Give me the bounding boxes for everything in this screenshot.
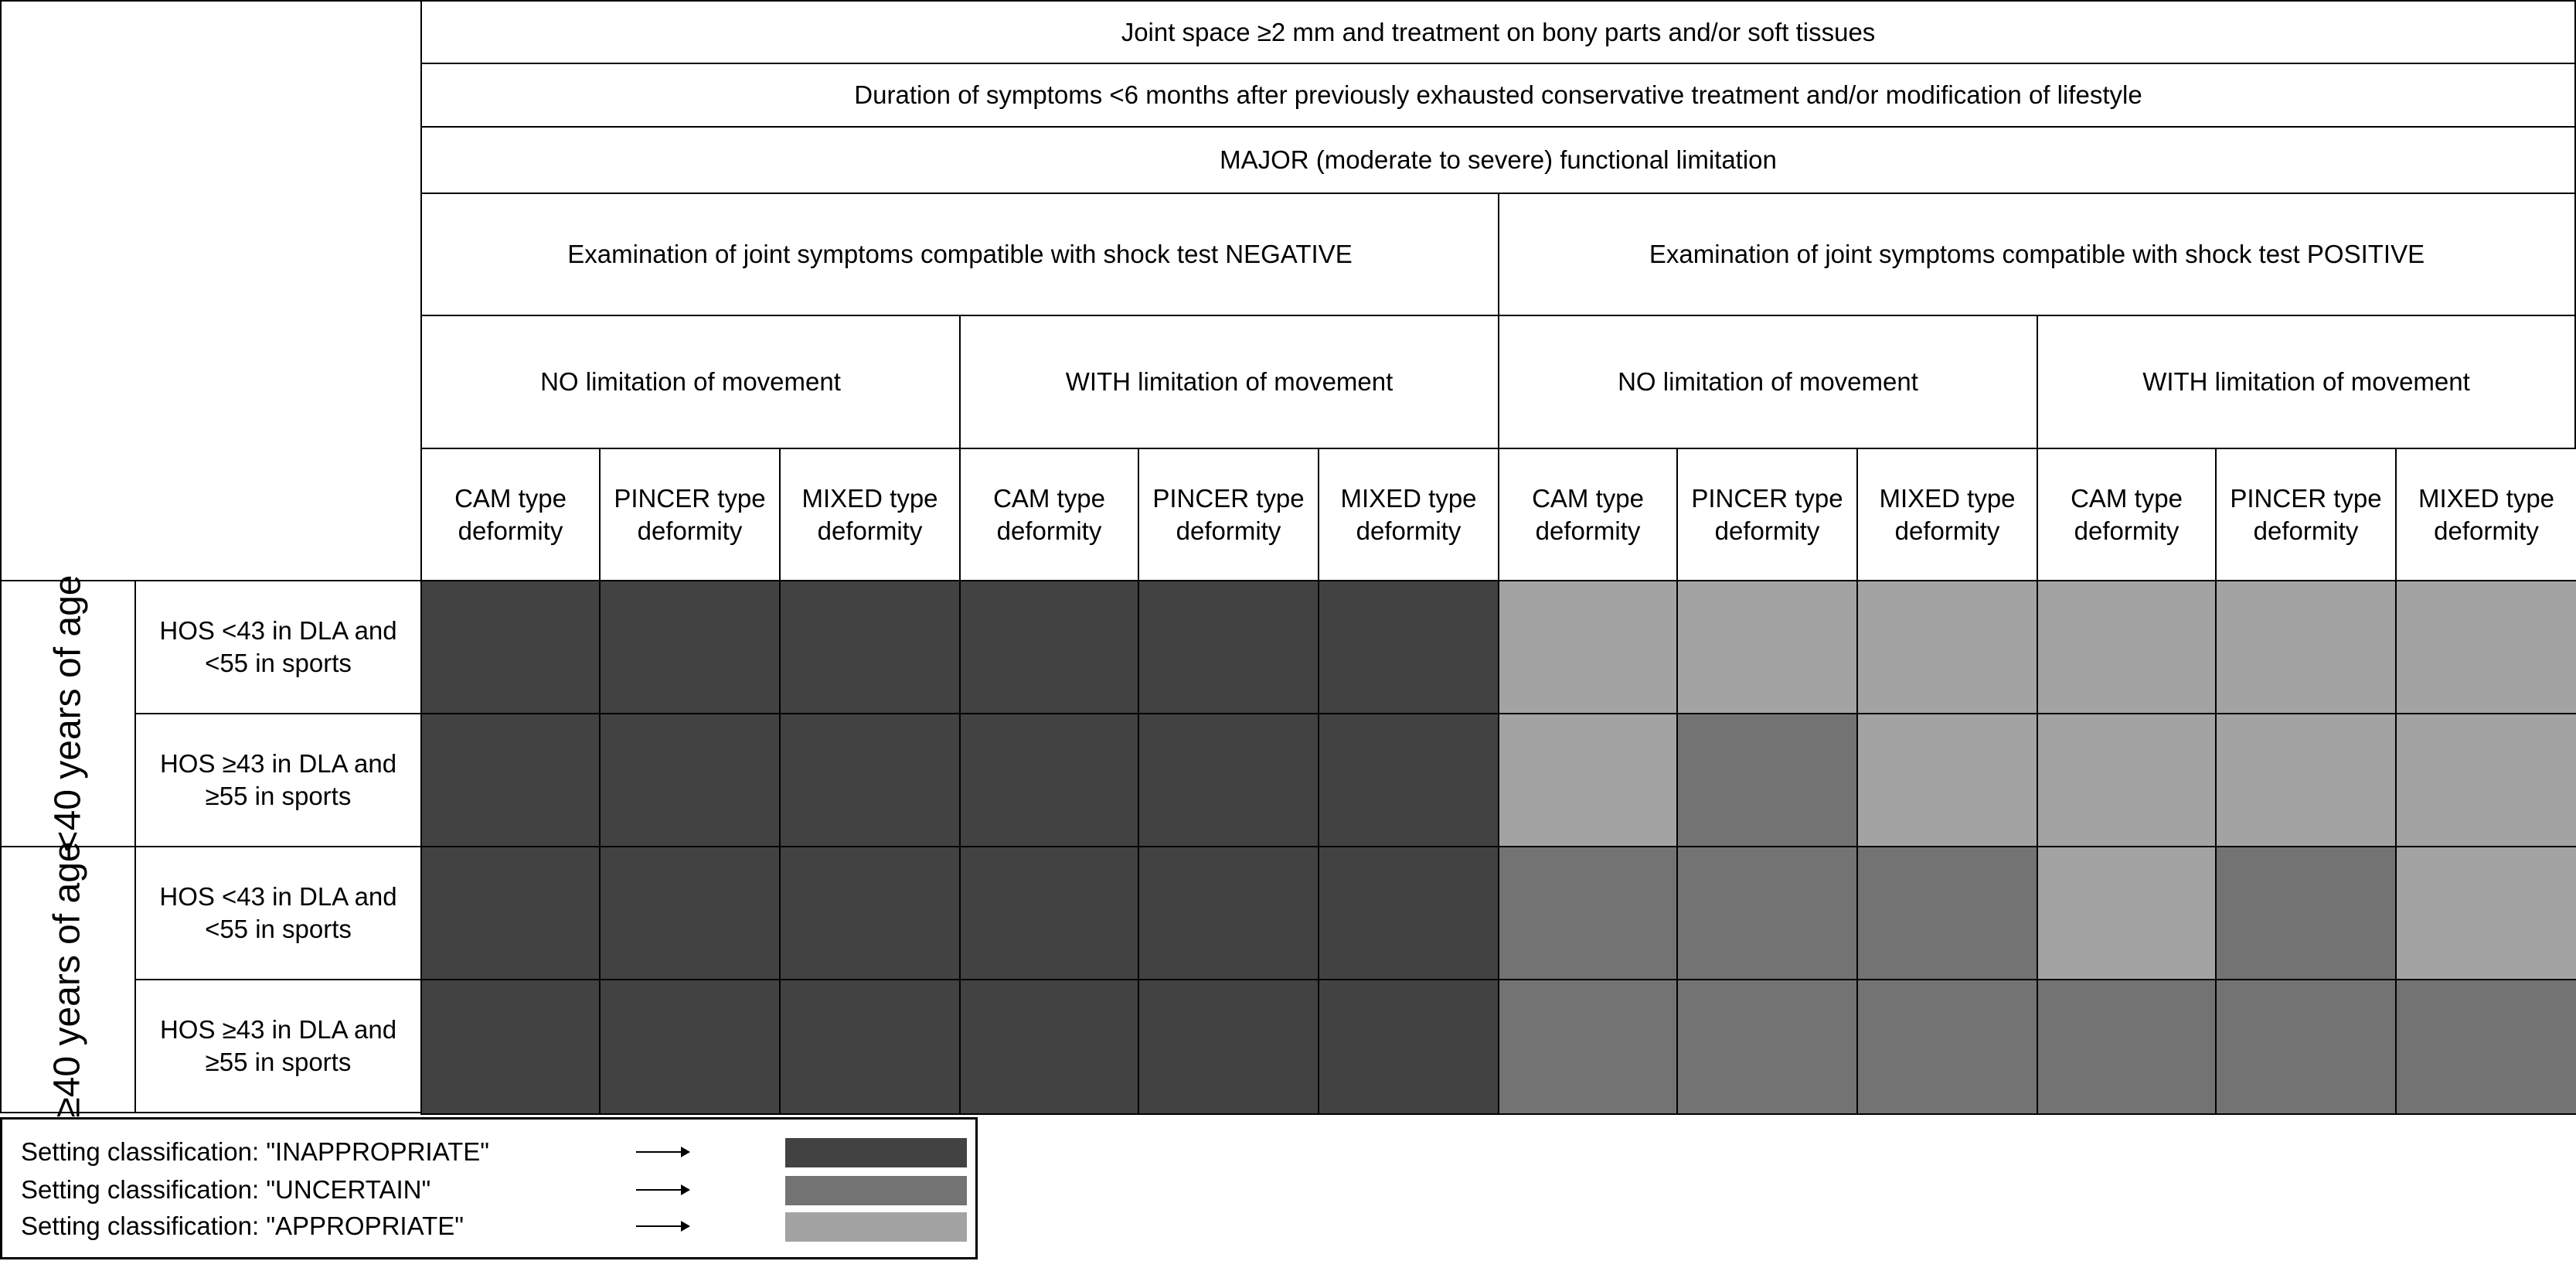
deformity-header: CAM type deformity	[2037, 448, 2217, 581]
deformity-header: CAM type deformity	[1498, 448, 1678, 581]
deformity-header: CAM type deformity	[420, 448, 601, 581]
classification-cell-appropriate	[1498, 713, 1678, 847]
classification-cell-uncertain	[2215, 846, 2397, 980]
classification-cell-appropriate	[2037, 846, 2217, 980]
classification-cell-inappropriate	[420, 979, 601, 1115]
classification-cell-uncertain	[1676, 846, 1858, 980]
deformity-header: PINCER type deformity	[599, 448, 781, 581]
classification-cell-uncertain	[2215, 979, 2397, 1115]
classification-cell-uncertain	[2037, 979, 2217, 1115]
classification-cell-uncertain	[1676, 713, 1858, 847]
age-group-under-40-label: <40 years of age	[47, 574, 89, 853]
classification-cell-inappropriate	[1138, 580, 1319, 714]
classification-cell-appropriate	[2037, 713, 2217, 847]
classification-cell-inappropriate	[1138, 979, 1319, 1115]
joint-space-header: Joint space ≥2 mm and treatment on bony parts and/or soft tissues	[420, 0, 2576, 64]
classification-cell-inappropriate	[1318, 580, 1499, 714]
classification-cell-uncertain	[1498, 979, 1678, 1115]
classification-cell-inappropriate	[1318, 713, 1499, 847]
duration-header: Duration of symptoms <6 months after previously exhausted conservative treatment and/or modification of lifestyle	[420, 63, 2576, 128]
classification-cell-inappropriate	[1138, 846, 1319, 980]
classification-cell-inappropriate	[420, 846, 601, 980]
legend	[0, 1117, 978, 1259]
classification-cell-inappropriate	[779, 713, 961, 847]
legend-row-inappropriate	[2, 1130, 975, 1174]
legend-label: Setting classification: "UNCERTAIN"	[21, 1175, 431, 1204]
corner-blank-cell	[0, 0, 422, 581]
age-group-under-40	[0, 574, 136, 853]
hos-row-label: HOS ≥43 in DLA and ≥55 in sports	[134, 713, 422, 847]
exam-negative-header: Examination of joint symptoms compatible with shock test NEGATIVE	[420, 193, 1499, 316]
classification-cell-appropriate	[2215, 713, 2397, 847]
movement-with-negative-header: WITH limitation of movement	[959, 315, 1499, 449]
hos-row-label: HOS <43 in DLA and <55 in sports	[134, 580, 422, 714]
classification-cell-inappropriate	[1318, 979, 1499, 1115]
classification-cell-appropriate	[1498, 580, 1678, 714]
legend-label: Setting classification: "APPROPRIATE"	[21, 1212, 464, 1240]
deformity-header: MIXED type deformity	[779, 448, 961, 581]
age-group-40-plus	[0, 841, 136, 1118]
classification-cell-appropriate	[1856, 580, 2038, 714]
classification-cell-appropriate	[1856, 713, 2038, 847]
classification-cell-inappropriate	[420, 713, 601, 847]
deformity-header: PINCER type deformity	[1676, 448, 1858, 581]
classification-cell-inappropriate	[779, 580, 961, 714]
classification-cell-uncertain	[1676, 979, 1858, 1115]
movement-with-positive-header: WITH limitation of movement	[2037, 315, 2576, 449]
classification-cell-appropriate	[2395, 846, 2576, 980]
legend-row-appropriate	[2, 1205, 975, 1248]
classification-cell-inappropriate	[959, 846, 1139, 980]
hos-row-label: HOS ≥43 in DLA and ≥55 in sports	[134, 979, 422, 1113]
classification-cell-uncertain	[1498, 846, 1678, 980]
deformity-header: PINCER type deformity	[2215, 448, 2397, 581]
classification-cell-inappropriate	[959, 979, 1139, 1115]
deformity-header: MIXED type deformity	[1856, 448, 2038, 581]
classification-cell-appropriate	[2037, 580, 2217, 714]
classification-cell-inappropriate	[599, 979, 781, 1115]
classification-cell-uncertain	[1856, 846, 2038, 980]
classification-cell-inappropriate	[599, 846, 781, 980]
legend-label: Setting classification: "INAPPROPRIATE"	[21, 1137, 490, 1166]
classification-cell-inappropriate	[779, 846, 961, 980]
deformity-header: PINCER type deformity	[1138, 448, 1319, 581]
arrow-right-icon	[636, 1189, 689, 1191]
classification-cell-inappropriate	[1318, 846, 1499, 980]
legend-swatch-uncertain	[785, 1176, 967, 1205]
legend-swatch-inappropriate	[785, 1138, 967, 1167]
deformity-header: MIXED type deformity	[1318, 448, 1499, 581]
classification-cell-appropriate	[2395, 580, 2576, 714]
functional-limitation-header: MAJOR (moderate to severe) functional limitation	[420, 126, 2576, 194]
arrow-right-icon	[636, 1225, 689, 1227]
deformity-header: CAM type deformity	[959, 448, 1139, 581]
classification-cell-inappropriate	[959, 713, 1139, 847]
age-group-40-plus-label: ≥40 years of age	[47, 841, 89, 1118]
movement-no-positive-header: NO limitation of movement	[1498, 315, 2038, 449]
hos-row-label: HOS <43 in DLA and <55 in sports	[134, 846, 422, 980]
classification-cell-appropriate	[2215, 580, 2397, 714]
exam-positive-header: Examination of joint symptoms compatible with shock test POSITIVE	[1498, 193, 2576, 316]
classification-cell-uncertain	[2395, 979, 2576, 1115]
legend-swatch-appropriate	[785, 1212, 967, 1242]
deformity-header: MIXED type deformity	[2395, 448, 2576, 581]
movement-no-negative-header: NO limitation of movement	[420, 315, 961, 449]
arrow-right-icon	[636, 1151, 689, 1153]
classification-cell-inappropriate	[1138, 713, 1319, 847]
classification-cell-inappropriate	[599, 713, 781, 847]
classification-cell-inappropriate	[599, 580, 781, 714]
classification-cell-uncertain	[1856, 979, 2038, 1115]
classification-cell-inappropriate	[420, 580, 601, 714]
classification-cell-appropriate	[2395, 713, 2576, 847]
classification-cell-inappropriate	[959, 580, 1139, 714]
classification-cell-appropriate	[1676, 580, 1858, 714]
classification-cell-inappropriate	[779, 979, 961, 1115]
